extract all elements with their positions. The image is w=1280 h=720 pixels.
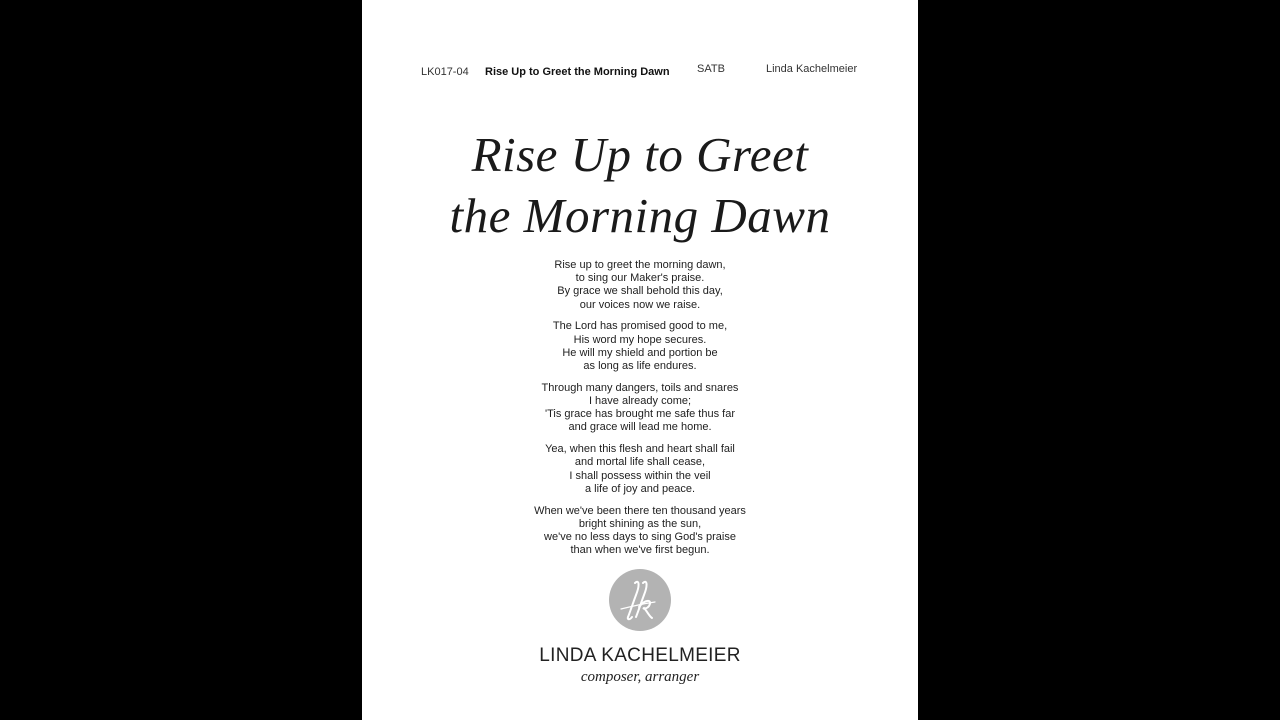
song-title-line-1: Rise Up to Greet [471,127,809,182]
lyrics-stanza [362,382,918,435]
lyric-line: By grace we shall behold this day, [557,285,723,298]
lyric-line: I shall possess within the veil [569,469,711,482]
lyric-line: When we've been there ten thousand years [534,504,746,517]
header-title: Rise Up to Greet the Morning Dawn [485,66,670,78]
page-header [362,62,918,82]
lyric-line: The Lord has promised good to me, [552,320,728,333]
lyric-line: He will my shield and portion be [562,346,718,359]
song-title-line-2: the Morning Dawn [449,188,831,243]
lyric-line: we've no less days to sing God's praise [544,531,736,544]
lyrics-stanza [362,259,918,312]
score-cover-page [362,0,918,720]
lyric-line: and grace will lead me home. [568,421,712,434]
song-title [362,124,918,246]
composer-role: composer, arranger [580,669,700,685]
lyrics-stanza [362,505,918,558]
lyric-line: our voices now we raise. [579,298,701,311]
lyrics-stanza [362,443,918,496]
composer-name: LINDA KACHELMEIER [539,645,741,666]
lyric-line: Rise up to greet the morning dawn, [554,259,726,271]
lk-monogram-logo [609,569,671,631]
lyric-line: as long as life endures. [583,360,697,373]
lyric-line: to sing our Maker's praise. [575,272,705,285]
lyrics-block [362,259,918,566]
voicing-label: SATB [697,63,725,75]
lyric-line: Through many dangers, toils and snares [541,381,739,394]
header-author: Linda Kachelmeier [766,63,858,75]
lyric-line: 'Tis grace has brought me safe thus far [544,408,735,421]
lyrics-stanza [362,320,918,373]
lyric-line: Yea, when this flesh and heart shall fail [545,443,735,456]
lyric-line: a life of joy and peace. [584,482,696,495]
lyric-line: than when we've first begun. [570,544,710,557]
lyric-line: His word my hope secures. [573,333,707,346]
lk-monogram-icon [609,569,671,631]
catalog-code: LK017-04 [421,66,469,78]
lyric-line: bright shining as the sun, [578,517,702,530]
lyric-line: and mortal life shall cease, [574,456,706,469]
lyric-line: I have already come; [588,395,692,408]
